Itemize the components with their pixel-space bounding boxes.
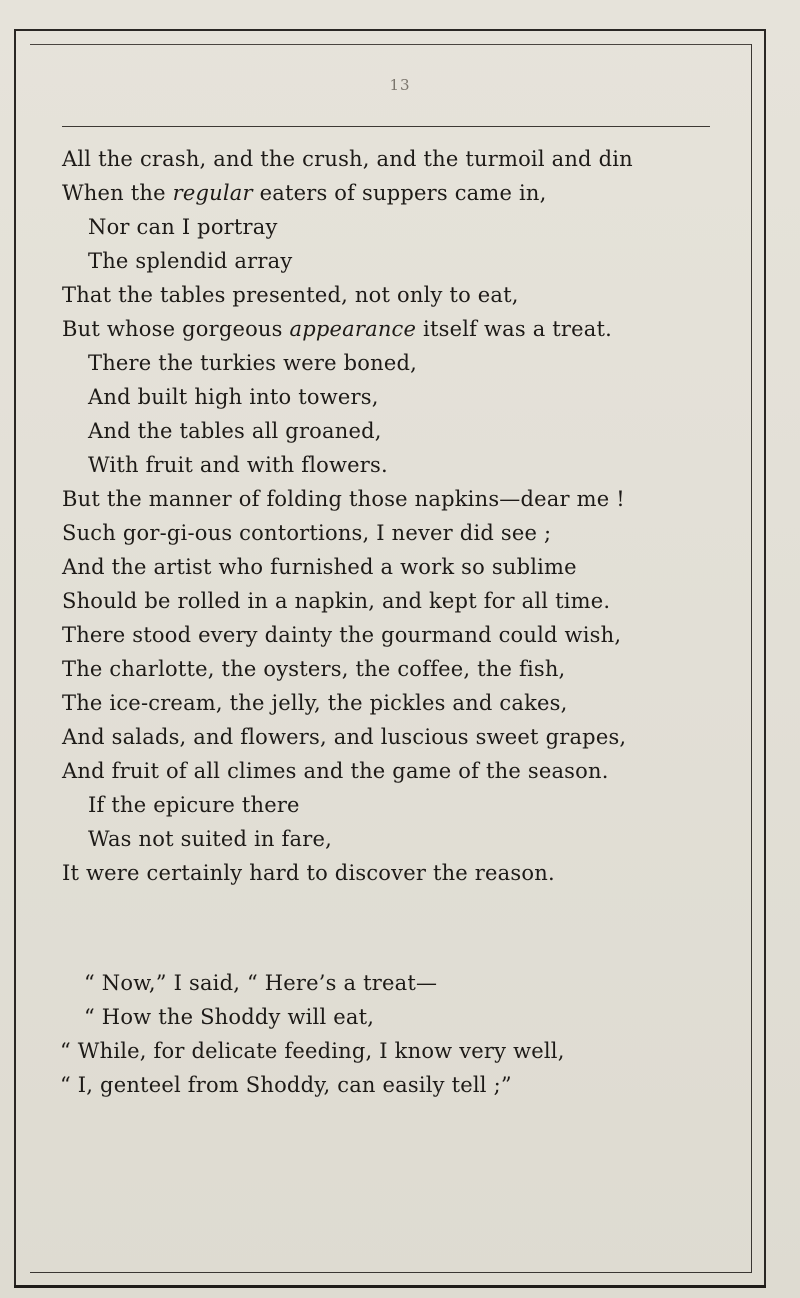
poem-line	[62, 312, 612, 346]
poem-line: And fruit of all climes and the game of the season.	[62, 759, 609, 783]
poem-line: Should be rolled in a napkin, and kept for all time.	[62, 589, 611, 613]
poem-line: And built high into towers,	[88, 385, 379, 409]
poem-line-text: When the	[62, 181, 173, 205]
poem-line: All the crash, and the crush, and the turmoil and din	[62, 147, 633, 171]
poem-line: With fruit and with flowers.	[88, 453, 388, 477]
poem-line: “ I, genteel from Shoddy, can easily tell ;”	[60, 1073, 512, 1097]
poem-line: The ice-cream, the jelly, the pickles and cakes,	[62, 691, 568, 715]
poem-line: It were certainly hard to discover the reason.	[62, 861, 555, 885]
poem-line: The charlotte, the oysters, the coffee, the fish,	[62, 657, 566, 681]
page-number: 13	[389, 76, 411, 94]
poem-line: Nor can I portray	[88, 215, 278, 239]
inner-border-right	[751, 44, 752, 1272]
poem-line: But the manner of folding those napkins—dear me !	[62, 487, 625, 511]
poem-line: And the tables all groaned,	[88, 419, 382, 443]
italic-word: regular	[172, 181, 253, 205]
poem-line-text: itself was a treat.	[416, 317, 613, 341]
poem-line: “ While, for delicate feeding, I know very well,	[60, 1039, 565, 1063]
poem-line: And salads, and flowers, and luscious sweet grapes,	[62, 725, 627, 749]
poem-line: Was not suited in fare,	[88, 827, 332, 851]
page-border-left	[14, 29, 16, 1287]
poem-line: “ Now,” I said, “ Here’s a treat—	[84, 971, 438, 995]
inner-border-bottom	[30, 1272, 752, 1273]
page-border-top	[14, 29, 766, 31]
inner-border-top	[30, 44, 752, 45]
poem-line: There the turkies were boned,	[88, 351, 417, 375]
poem-line: “ How the Shoddy will eat,	[84, 1005, 375, 1029]
poem-line: That the tables presented, not only to eat,	[62, 283, 519, 307]
poem-line-text: But whose gorgeous	[62, 317, 290, 341]
poem-line: If the epicure there	[88, 793, 300, 817]
italic-word: appearance	[289, 317, 417, 341]
poem-line: The splendid array	[88, 249, 293, 273]
poem-line: And the artist who furnished a work so sublime	[62, 555, 577, 579]
poem-line	[62, 176, 547, 210]
page-border-right	[764, 29, 766, 1287]
poem-line-text: eaters of suppers came in,	[252, 181, 547, 205]
poem-line: There stood every dainty the gourmand could wish,	[62, 623, 622, 647]
page-border-bottom	[14, 1285, 766, 1288]
header-rule	[62, 126, 710, 127]
poem-line: Such gor-gi-ous contortions, I never did see ;	[62, 521, 552, 545]
